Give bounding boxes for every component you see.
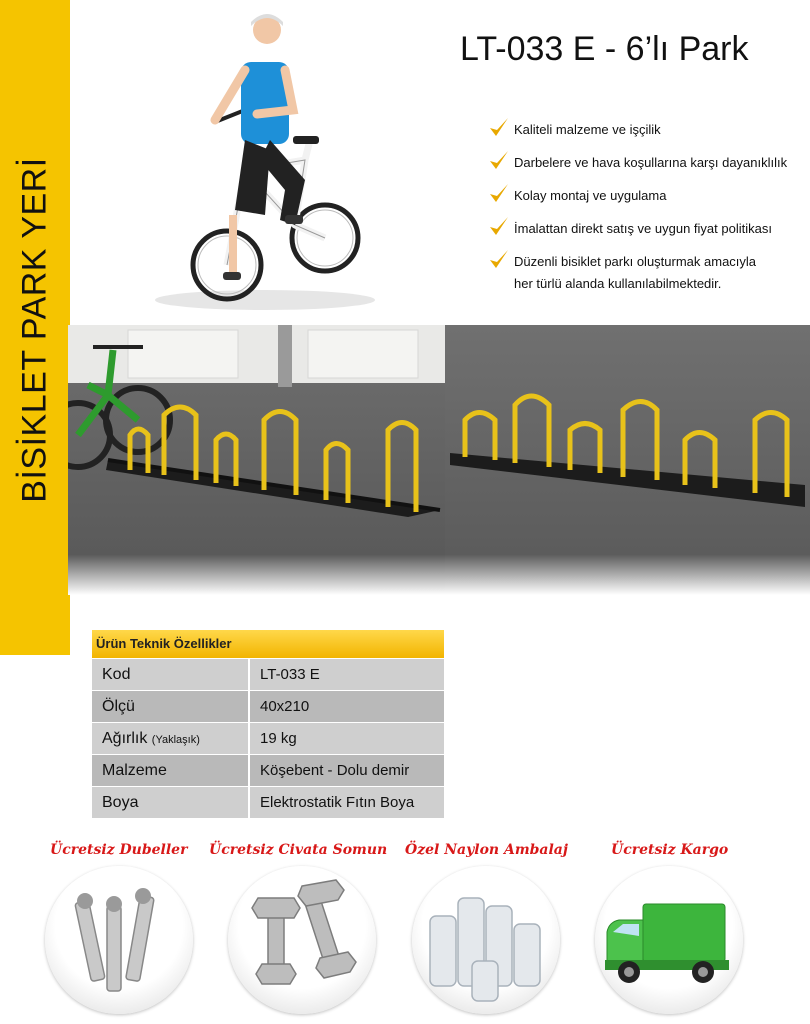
table-row [92, 690, 444, 722]
spec-label: Boya [92, 787, 250, 818]
bonus-label-shipping: Ücretsiz Kargo [611, 842, 729, 858]
bike-rack-photo-empty [445, 325, 810, 595]
feature-text: Düzenli bisiklet parkı oluşturmak amacıyla [514, 254, 757, 269]
delivery-truck-icon [595, 866, 743, 1014]
spec-label: Kod [92, 659, 250, 690]
feature-item [488, 151, 810, 184]
table-row [92, 754, 444, 786]
feature-item [488, 184, 810, 217]
bonus-circle-bolts [228, 866, 376, 1014]
checkmark-icon [488, 182, 510, 206]
feature-text-continuation: her türlü alanda kullanılabilmektedir. [514, 276, 722, 291]
bonus-circle-packaging [412, 866, 560, 1014]
spec-label: Ölçü [92, 691, 250, 722]
bonus-label-dowels: Ücretsiz Dubeller [50, 842, 188, 858]
table-row [92, 658, 444, 690]
bonus-label-bolts: Ücretsiz Civata Somun [209, 842, 388, 858]
bonus-label-packaging: Özel Naylon Ambalaj [405, 842, 568, 858]
spec-value: Elektrostatik Fıtın Boya [260, 794, 415, 811]
bike-rack-photo-with-bicycle [68, 325, 445, 595]
feature-item [488, 250, 810, 291]
spec-table [92, 630, 444, 818]
spec-label-note: (Yaklaşık) [151, 734, 200, 746]
table-row [92, 786, 444, 818]
feature-list [488, 118, 810, 291]
spec-label-cell [92, 723, 250, 754]
feature-text: Kaliteli malzeme ve işçilik [514, 122, 661, 137]
feature-item [488, 118, 810, 151]
spec-value: LT-033 E [260, 666, 320, 683]
bonus-circle-dowels [45, 866, 193, 1014]
feature-item [488, 217, 810, 250]
feature-text: Kolay montaj ve uygulama [514, 188, 667, 203]
checkmark-icon [488, 149, 510, 173]
spec-value: 40x210 [260, 698, 310, 715]
cyclist-image [145, 10, 385, 315]
spec-label: Malzeme [92, 755, 250, 786]
bolt-nut-icon [228, 866, 376, 1014]
plastic-rolls-icon [412, 866, 560, 1014]
sidebar-title: BİSİKLET PARK YERİ [15, 157, 54, 503]
spec-value: Köşebent - Dolu demir [260, 762, 410, 779]
checkmark-icon [488, 248, 510, 272]
spec-label: Ağırlık [102, 730, 148, 747]
checkmark-icon [488, 116, 510, 140]
feature-text: İmalattan direkt satış ve uygun fiyat politikası [514, 221, 772, 236]
feature-text: Darbelere ve hava koşullarına karşı dayanıklılık [514, 155, 788, 170]
spec-value: 19 kg [260, 730, 297, 747]
table-row [92, 722, 444, 754]
product-title: LT-033 E - 6’lı Park [460, 30, 749, 68]
checkmark-icon [488, 215, 510, 239]
anchor-bolts-icon [45, 866, 193, 1014]
bonus-circle-shipping [595, 866, 743, 1014]
spec-table-header: Ürün Teknik Özellikler [92, 630, 444, 658]
sidebar-banner [0, 0, 70, 655]
